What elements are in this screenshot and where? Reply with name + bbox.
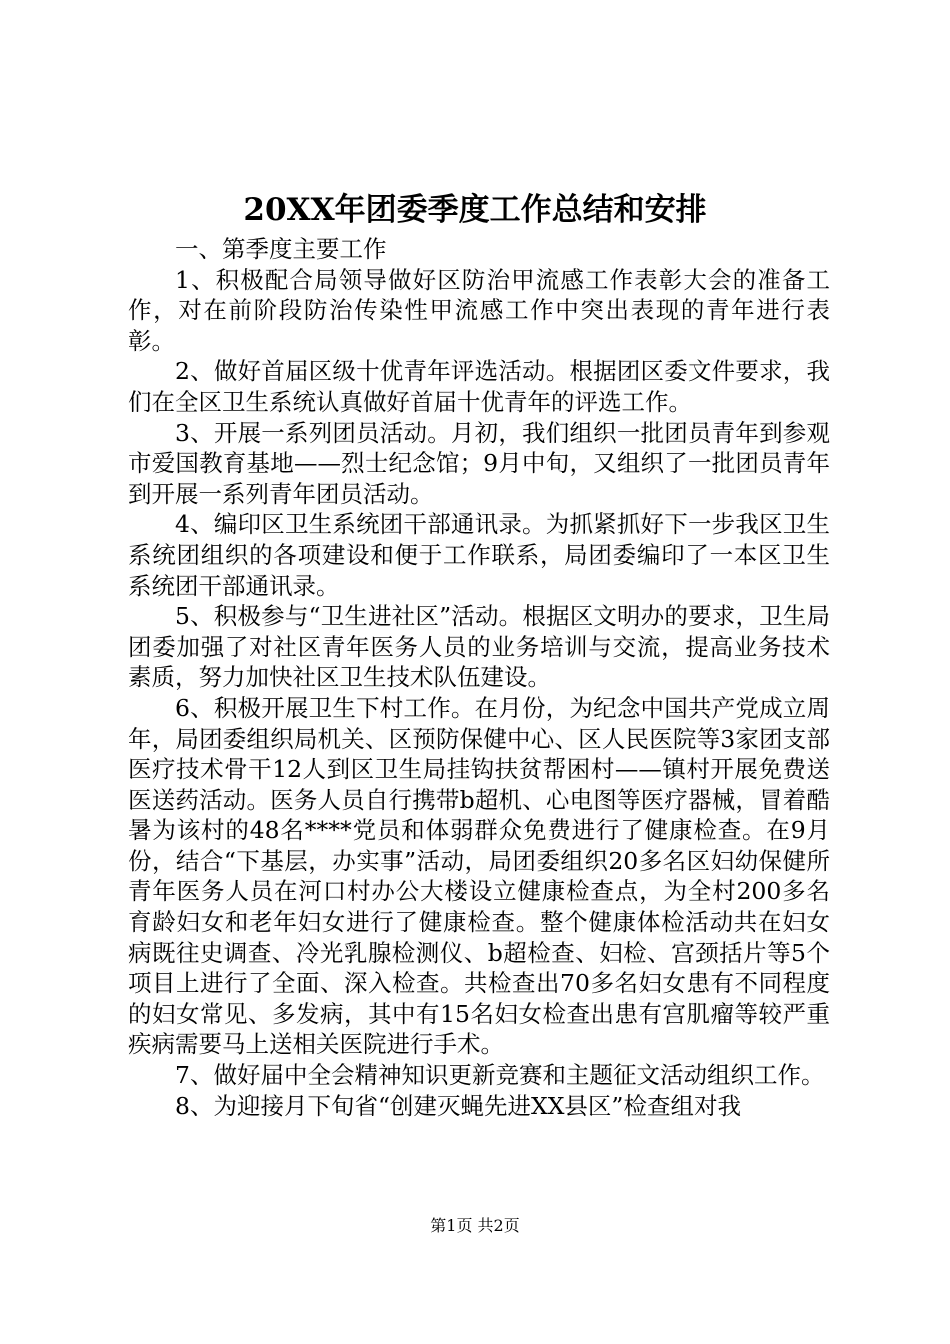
paragraph-item-5: 5、积极参与“卫生进社区”活动。根据区文明办的要求，卫生局团委加强了对社区青年医务人员的业务培训与交流，提高业务技术素质，努力加快社区卫生技术队伍建设。: [128, 602, 830, 692]
paragraph-item-7: 7、做好届中全会精神知识更新竞赛和主题征文活动组织工作。: [175, 1061, 825, 1090]
paragraph-item-3: 3、开展一系列团员活动。月初，我们组织一批团员青年到参观市爱国教育基地——烈士纪念馆；9月中旬，又组织了一批团员青年到开展一系列青年团员活动。: [128, 418, 830, 508]
document-body: [128, 234, 830, 1121]
paragraph-item-1: 1、积极配合局领导做好区防治甲流感工作表彰大会的准备工作，对在前阶段防治传染性甲流感工作中突出表现的青年进行表彰。: [128, 265, 830, 355]
paragraph-item-4: 4、编印区卫生系统团干部通讯录。为抓紧抓好下一步我区卫生系统团组织的各项建设和便于工作联系，局团委编印了一本区卫生系统团干部通讯录。: [128, 510, 830, 600]
paragraph-item-2: 2、做好首届区级十优青年评选活动。根据团区委文件要求，我们在全区卫生系统认真做好首届十优青年的评选工作。: [128, 357, 830, 416]
paragraph-item-8: 8、为迎接月下旬省“创建灭蝇先进XX县区”检查组对我: [175, 1091, 741, 1120]
document-title: 20XX年团委季度工作总结和安排: [243, 192, 707, 228]
paragraph-item-6: 6、积极开展卫生下村工作。在月份，为纪念中国共产党成立周年，局团委组织局机关、区预防保健中心、区人民医院等3家团支部医疗技术骨干12人到区卫生局挂钩扶贫帮困村——镇村开展免费送医送药活动。医务人员自行携带b超机、心电图等医疗器械，冒着酷暑为该村的48名****党员和体弱群众免费进行了健康检查。在9月份，结合“下基层，办实事”活动，局团委组织20多名区妇幼保健所青年医务人员在河口村办公大楼设立健康检查点，为全村200多名育龄妇女和老年妇女进行了健康检查。整个健康体检活动共在妇女病既往史调查、冷光乳腺检测仪、b超检查、妇检、宫颈括片等5个项目上进行了全面、深入检查。共检查出70多名妇女患有不同程度的妇女常见、多发病，其中有15名妇女检查出患有宫肌瘤等较严重疾病需要马上送相关医院进行手术。: [128, 693, 830, 1059]
page-footer: 第1页 共2页: [430, 1216, 520, 1235]
section-heading: 一、第季度主要工作: [175, 235, 387, 263]
